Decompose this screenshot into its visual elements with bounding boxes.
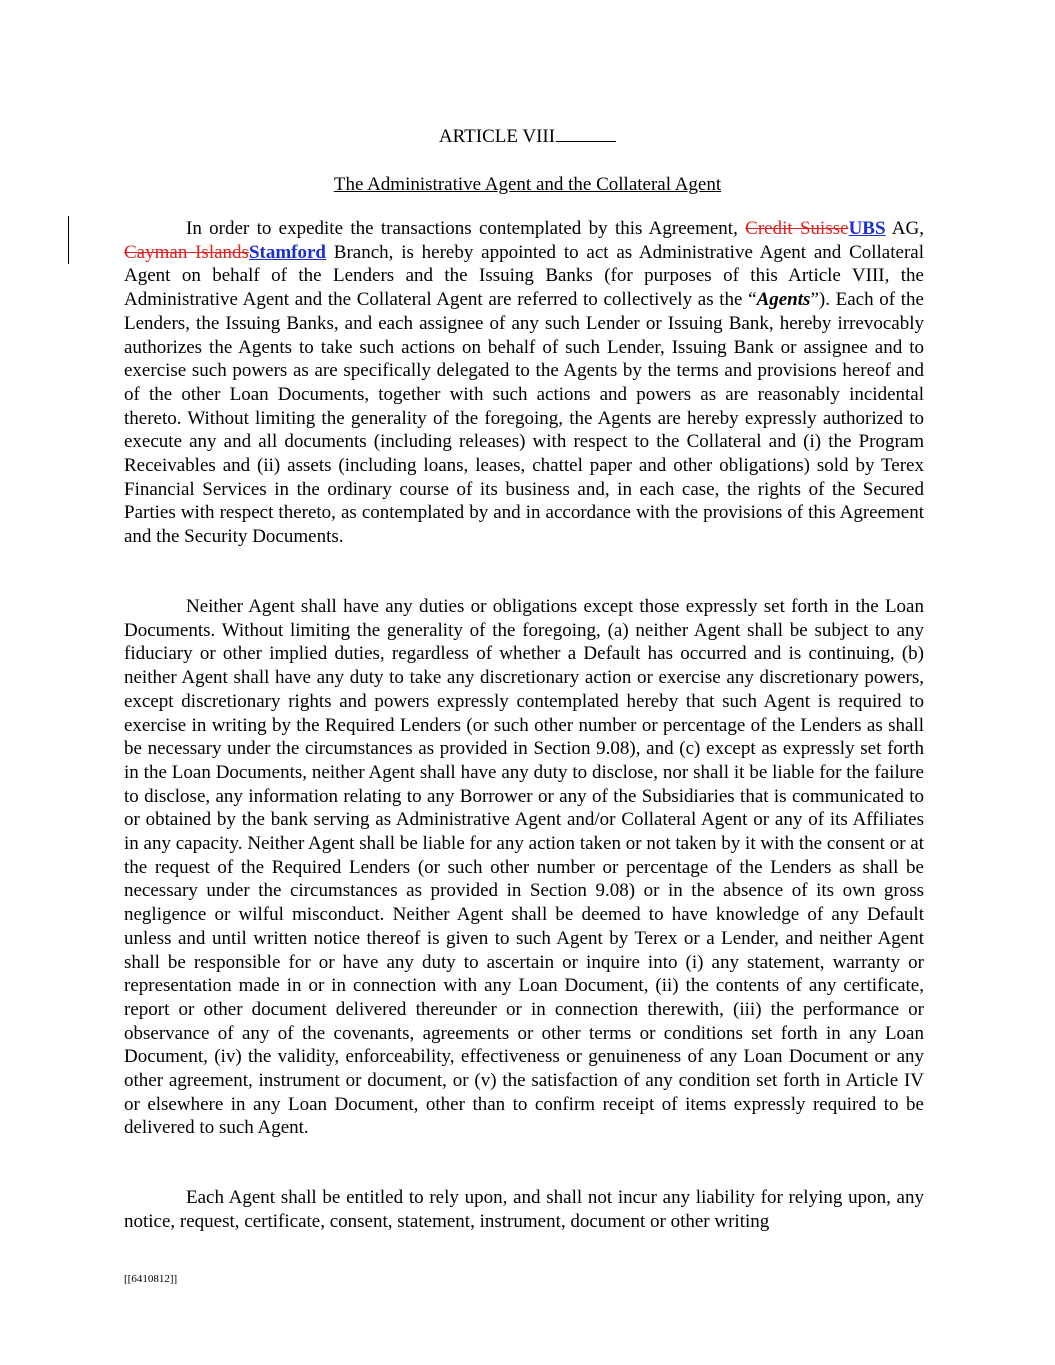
paragraph-duties [124, 595, 924, 1140]
article-title: ARTICLE VIII [438, 126, 556, 147]
defined-term-agents: Agents [756, 289, 811, 311]
paragraph-appointment [124, 217, 924, 549]
inserted-text-stamford: Stamford [248, 241, 326, 263]
paragraph1-text-b: AG, [885, 218, 924, 239]
paragraph2-text: Neither Agent shall have any duties or obligations except those expressly set forth in the Loan Documents. Without limiting the generality of the foregoing, (a) neither Agent shall be subject to any fiduciary or other implied duties, regardless of whether a Default has occurred and is continuing, (b) neither Agent shall have any duty to take any discretionary action or exercise any discretionary powers, except discretionary rights and powers expressly contemplated hereby that such Agent is required to exercise in writing by the Required Lenders (or such other number or percentage of the Lenders as shall be necessary under the circumstances as provided in Section 9.08), and (c) except as expressly set forth in the Loan Documents, neither Agent shall have any duty to disclose, nor shall it be liable for the failure to disclose, any information relating to any Borrower or any of the Subsidiaries that is communicated to or obtained by the bank serving as Administrative Agent and/or Collateral Agent or any of its Affiliates in any capacity. Neither Agent shall be liable for any action taken or not taken by it with the consent or at the request of the Required Lenders (or such other number or percentage of the Lenders as shall be necessary under the circumstances as provided in Section 9.08) or in the absence of its own gross negligence or wilful misconduct. Neither Agent shall be deemed to have knowledge of any Default unless and until written notice thereof is given to such Agent by Terex or a Lender, and neither Agent shall be responsible for or have any duty to ascertain or inquire into (i) any statement, warranty or representation made in or in connection with any Loan Document, (ii) the contents of any certificate, report or other document delivered thereunder or in connection therewith, (iii) the performance or observance of any of the covenants, agreements or other terms or conditions set forth in any Loan Document, (iv) the validity, enforceability, effectiveness or genuineness of any Loan Document or any other agreement, instrument or document, or (v) the satisfaction of any condition set forth in Article IV or elsewhere in any Loan Document, other than to confirm receipt of items expressly required to be delivered to such Agent. [124, 596, 924, 1139]
paragraph-reliance [124, 1186, 924, 1233]
paragraph3-text: Each Agent shall be entitled to rely upon, and shall not incur any liability for relying upon, any notice, request, certificate, consent, statement, instrument, document or other writing [124, 1187, 924, 1232]
deleted-text-cayman-islands: Cayman Islands [124, 241, 249, 263]
revision-change-bar [68, 216, 69, 264]
deleted-text-credit-suisse: Credit Suisse [745, 218, 849, 239]
footer-document-id: [[6410812]] [124, 1273, 178, 1285]
paragraph1-text-a: In order to expedite the transactions contemplated by this Agreement, [186, 218, 746, 239]
article-subheading [0, 173, 1055, 197]
article-heading [0, 125, 1055, 149]
title-blank-line [556, 125, 616, 142]
article-subtitle: The Administrative Agent and the Collateral Agent [333, 174, 722, 195]
inserted-text-ubs: UBS [848, 218, 886, 239]
paragraph1-text-c: Branch, is hereby appointed to act as Administrative Agent and Collateral Agent on behalf of the Lenders and the Issuing Banks (for purposes of this Article VIII, the Administrative Agent and the Collateral Agent are referred to collectively as the “ [124, 241, 924, 311]
paragraph1-text-d: ”). Each of the Lenders, the Issuing Banks, and each assignee of any such Lender or Issuing Bank, hereby irrevocably authorizes the Agents to take such actions on behalf of such Lender, Issuing Bank or assignee and to exercise such powers as are specifically delegated to the Agents by the terms and provisions hereof and of the other Loan Documents, together with such actions and powers as are reasonably incidental thereto. Without limiting the generality of the foregoing, the Agents are hereby expressly authorized to execute any and all documents (including releases) with respect to the Collateral and (i) the Program Receivables and (ii) assets (including loans, leases, chattel paper and other obligations) sold by Terex Financial Services in the ordinary course of its business and, in each case, the rights of the Secured Parties with respect thereto, as contemplated by and in accordance with the provisions of this Agreement and the Security Documents. [124, 289, 924, 548]
